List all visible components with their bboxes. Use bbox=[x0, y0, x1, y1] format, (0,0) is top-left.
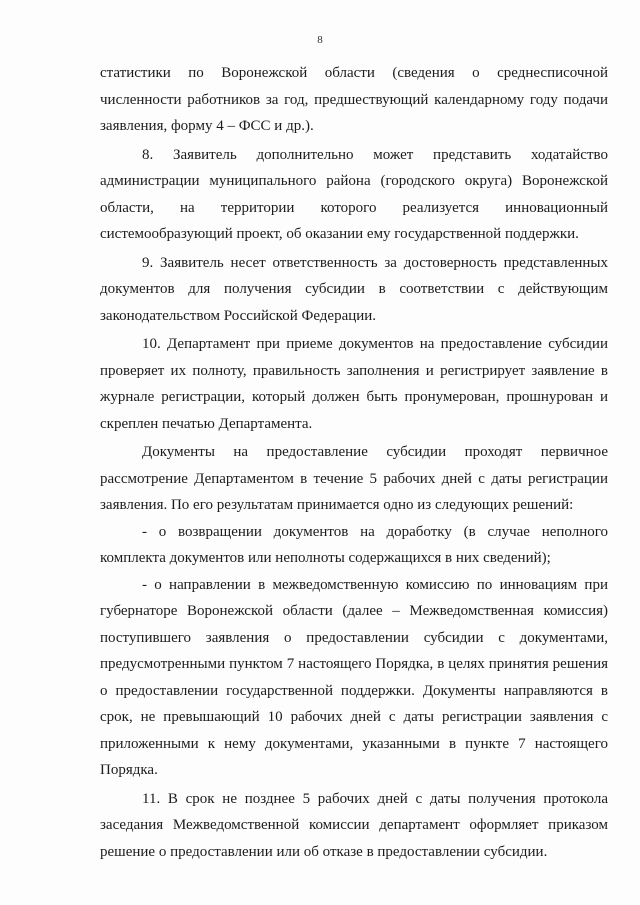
page-number: 8 bbox=[317, 34, 323, 46]
paragraph-item-11: 11. В срок не позднее 5 рабочих дней с даты получения протокола заседания Межведомственной комиссии департамент оформляет приказом решение о предоставлении или об отказе в предоставлении субсидии. bbox=[100, 790, 608, 860]
paragraph-item-8: 8. Заявитель дополнительно может представить ходатайство администрации муниципального района (городского округа) Воронежской области, на территории которого реализуется инновационный системообразующий проект, об оказании ему государственной поддержки. bbox=[100, 146, 608, 242]
document-body bbox=[100, 60, 608, 865]
paragraph-statistics-continuation: статистики по Воронежской области (сведения о среднесписочной численности работников за год, предшествующий календарному году подачи заявления, форму 4 – ФСС и др.). bbox=[100, 65, 608, 134]
paragraph-item-10: 10. Департамент при приеме документов на предоставление субсидии проверяет их полноту, правильность заполнения и регистрирует заявление в журнале регистрации, который должен быть пронумерован, прошнурован и скреплен печатью Департамента. bbox=[100, 336, 608, 432]
paragraph-decision-commission: - о направлении в межведомственную комиссию по инновациям при губернаторе Воронежской области (далее – Межведомственная комиссия) поступившего заявления о предоставлении субсидии с документами, предусмотренными пунктом 7 настоящего Порядка, в целях принятия решения о предоставлении государственной поддержки. Документы направляются в срок, не превышающий 10 рабочих дней с даты регистрации заявления с приложенными к нему документами, указанными в пункте 7 настоящего Порядка. bbox=[100, 576, 608, 778]
paragraph-decision-return: - о возвращении документов на доработку (в случае неполного комплекта документов или неполноты содержащихся в них сведений); bbox=[100, 523, 608, 566]
paragraph-item-9: 9. Заявитель несет ответственность за достоверность представленных документов для получения субсидии в соответствии с действующим законодательством Российской Федерации. bbox=[100, 254, 608, 324]
paragraph-initial-review: Документы на предоставление субсидии проходят первичное рассмотрение Департаментом в течение 5 рабочих дней с даты регистрации заявления. По его результатам принимается одно из следующих решений: bbox=[100, 444, 608, 513]
